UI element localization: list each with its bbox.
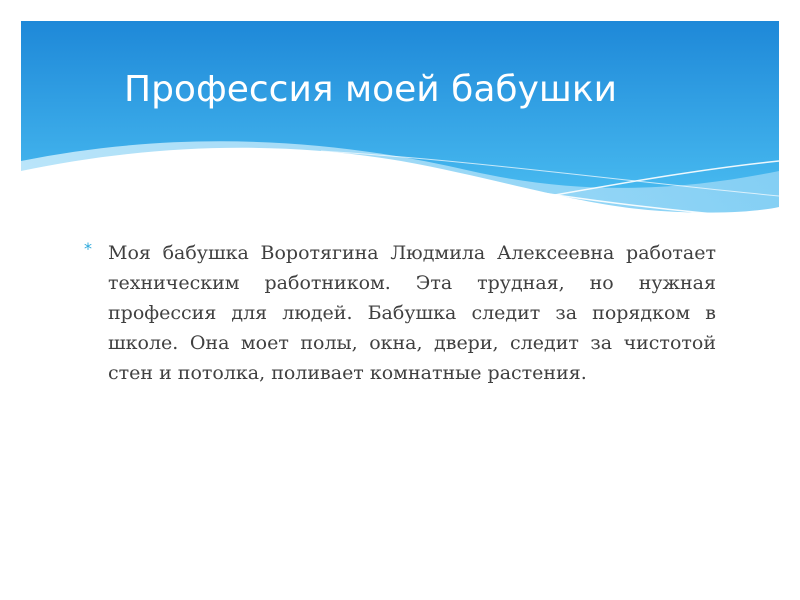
slide-content xyxy=(84,238,716,388)
header-wave-background xyxy=(21,21,779,226)
wave-graphic xyxy=(21,21,779,226)
bullet-asterisk-icon: * xyxy=(84,239,92,258)
slide-title: Профессия моей бабушки xyxy=(124,69,617,110)
bullet-item xyxy=(84,238,716,388)
bullet-text: Моя бабушка Воротягина Людмила Алексеевна работает техническим работником. Эта трудная, но нужная профессия для людей. Бабушка следит за порядком в школе. Она моет полы, окна, двери, следит за чистотой стен и потолка, поливает комнатные растения. xyxy=(108,242,716,384)
